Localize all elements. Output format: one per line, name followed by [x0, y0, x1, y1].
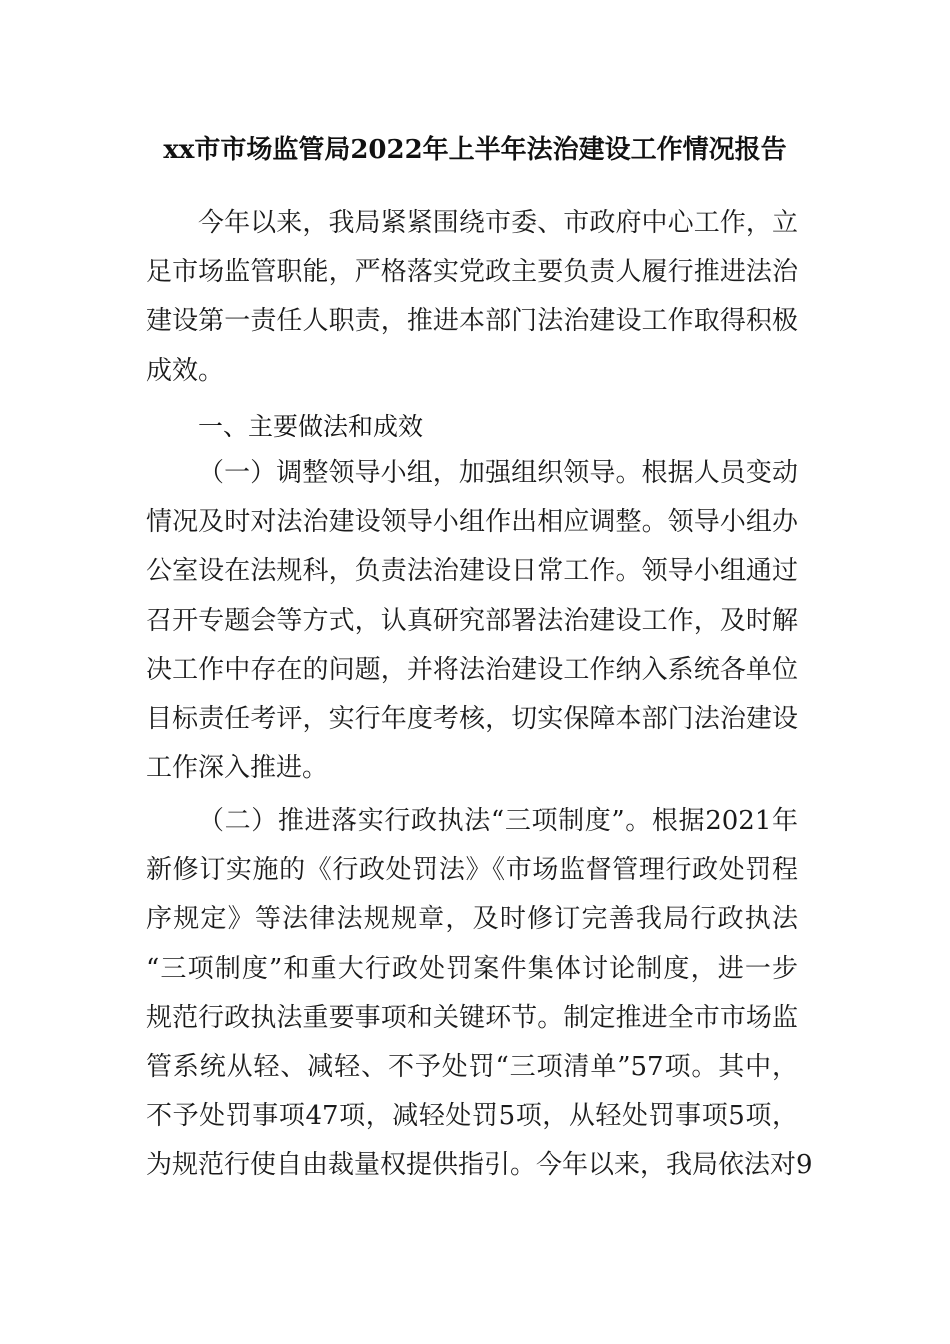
para1-line-4: 召开专题会等方式，认真研究部署法治建设工作，及时解: [146, 605, 798, 636]
para2-line-7: 不予处罚事项47项，减轻处罚5项，从轻处罚事项5项，: [146, 1101, 798, 1132]
paragraph-2: [146, 797, 813, 1191]
para1-line-2: 情况及时对法治建设领导小组作出相应调整。领导小组办: [146, 507, 798, 538]
para1-line-5: 决工作中存在的问题，并将法治建设工作纳入系统各单位: [146, 654, 798, 685]
intro-line-4: 成效。: [146, 355, 225, 386]
para2-line-8: 为规范行使自由裁量权提供指引。今年以来，我局依法对9: [146, 1150, 813, 1181]
para1-line-1: （一）调整领导小组，加强组织领导。根据人员变动: [198, 458, 798, 488]
para2-line-2: 新修订实施的《行政处罚法》《市场监督管理行政处罚程: [146, 855, 798, 886]
para1-line-3: 公室设在法规科，负责法治建设日常工作。领导小组通过: [146, 556, 798, 587]
para2-line-6: 管系统从轻、减轻、不予处罚“三项清单”57项。其中，: [146, 1051, 798, 1082]
para2-line-1: （二）推进落实行政执法“三项制度”。根据2021年: [198, 806, 798, 836]
para1-line-6: 目标责任考评，实行年度考核，切实保障本部门法治建设: [146, 703, 798, 734]
para2-line-5: 规范行政执法重要事项和关键环节。制定推进全市市场监: [146, 1002, 798, 1033]
intro-line-1: 今年以来，我局紧紧围绕市委、市政府中心工作，立: [198, 208, 798, 238]
intro-line-3: 建设第一责任人职责，推进本部门法治建设工作取得积极: [146, 306, 798, 337]
intro-line-2: 足市场监管职能，严格落实党政主要负责人履行推进法治: [146, 257, 798, 288]
para2-line-3: 序规定》等法律法规规章，及时修订完善我局行政执法: [146, 904, 798, 935]
para1-line-7: 工作深入推进。: [146, 753, 329, 784]
paragraph-1: [146, 449, 798, 793]
intro-paragraph: [146, 199, 798, 396]
section-heading-1: 一、主要做法和成效: [198, 412, 424, 441]
document-title: xx市市场监管局2022年上半年法治建设工作情况报告: [163, 135, 787, 165]
para2-line-4: “三项制度”和重大行政处罚案件集体讨论制度，进一步: [146, 953, 798, 984]
